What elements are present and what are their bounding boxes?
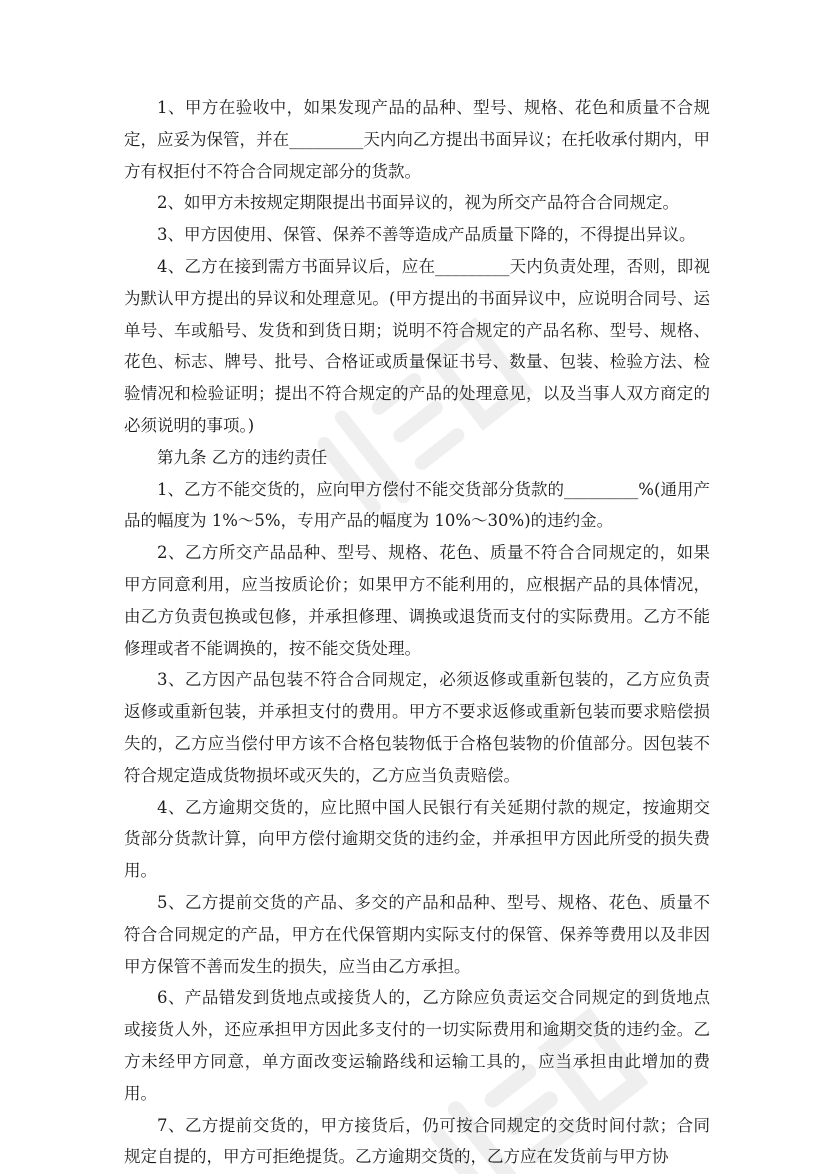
paragraph-9-3: 3、乙方因产品包装不符合合同规定，必须返修或重新包装的，乙方应负责返修或重新包装，并承担支付的费用。甲方不要求返修或重新包装而要求赔偿损失的，乙方应当偿付甲方该不合格包装物低于合格包装物的价值部分。因包装不符合规定造成货物损坏或灭失的，乙方应当负责赔偿。 bbox=[124, 670, 710, 785]
paragraph-3: 3、甲方因使用、保管、保养不善等造成产品质量下降的，不得提出异议。 bbox=[157, 225, 696, 245]
paragraph-9-5: 5、乙方提前交货的产品、多交的产品和品种、型号、规格、花色、质量不符合合同规定的产品，甲方在代保管期内实际支付的保管、保养等费用以及非因甲方保管不善而发生的损失，应当由乙方承担。 bbox=[124, 892, 710, 976]
article-9-heading: 第九条 乙方的违约责任 bbox=[157, 447, 328, 467]
contract-body bbox=[124, 92, 710, 1173]
paragraph-9-7: 7、乙方提前交货的，甲方接货后，仍可按合同规定的交货时间付款；合同规定自提的，甲方可拒绝提货。乙方逾期交货的，乙方应在发货前与甲方协 bbox=[124, 1115, 710, 1167]
paragraph-4: 4、乙方在接到需方书面异议后，应在_________天内负责处理，否则，即视为默认甲方提出的异议和处理意见。(甲方提出的书面异议中，应说明合同号、运单号、车或船号、发货和到货日期；说明不符合规定的产品名称、型号、规格、花色、标志、牌号、批号、合格证或质量保证书号、数量、包装、检验方法、检验情况和检验证明；提出不符合规定的产品的处理意见，以及当事人双方商定的必须说明的事项。) bbox=[124, 256, 710, 435]
paragraph-1: 1、甲方在验收中，如果发现产品的品种、型号、规格、花色和质量不合规定，应妥为保管，并在_________天内向乙方提出书面异议；在托收承付期内，甲方有权拒付不符合合同规定部分的货款。 bbox=[124, 98, 710, 181]
paragraph-9-1: 1、乙方不能交货的，应向甲方偿付不能交货部分货款的_________%(通用产品的幅度为 1%～5%，专用产品的幅度为 10%～30%)的违约金。 bbox=[124, 479, 710, 531]
paragraph-9-6: 6、产品错发到货地点或接货人的，乙方除应负责运交合同规定的到货地点或接货人外，还应承担甲方因此多支付的一切实际费用和逾期交货的违约金。乙方未经甲方同意，单方面改变运输路线和运输工具的，应当承担由此增加的费用。 bbox=[124, 988, 710, 1103]
paragraph-2: 2、如甲方未按规定期限提出书面异议的，视为所交产品符合合同规定。 bbox=[157, 193, 679, 213]
paragraph-9-4: 4、乙方逾期交货的，应比照中国人民银行有关延期付款的规定，按逾期交货部分货款计算，向甲方偿付逾期交货的违约金，并承担甲方因此所受的损失费用。 bbox=[124, 797, 710, 881]
paragraph-9-2: 2、乙方所交产品品种、型号、规格、花色、质量不符合合同规定的，如果甲方同意利用，应当按质论价；如果甲方不能利用的，应根据产品的具体情况，由乙方负责包换或包修，并承担修理、调换或退货而支付的实际费用。乙方不能修理或者不能调换的，按不能交货处理。 bbox=[124, 543, 710, 658]
